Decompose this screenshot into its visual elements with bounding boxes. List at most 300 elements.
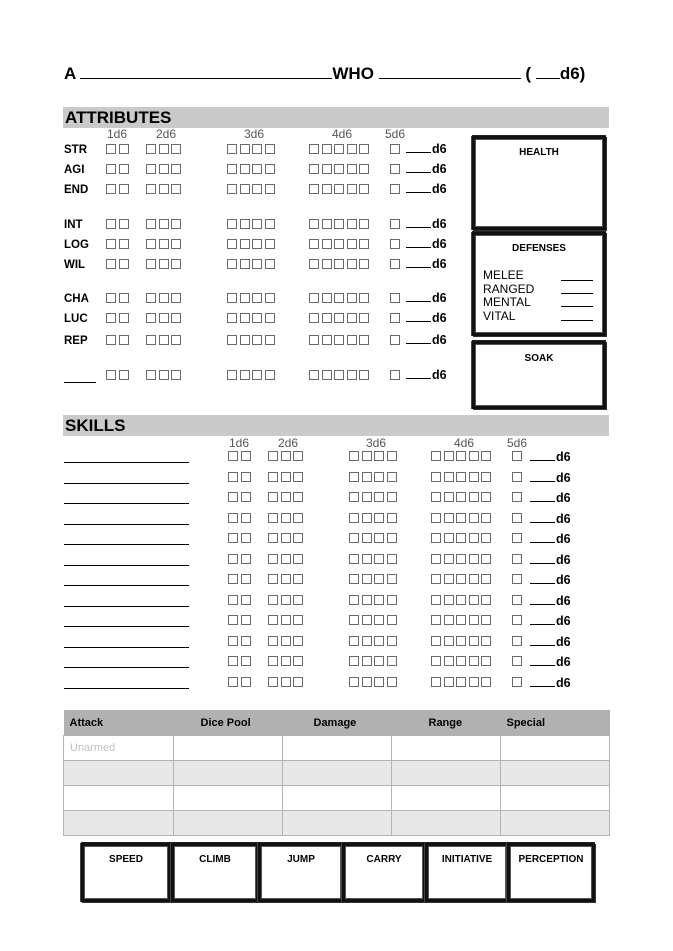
dice-checkbox[interactable] [241,636,251,646]
dice-checkbox[interactable] [390,313,400,323]
dice-checkbox[interactable] [309,335,319,345]
dice-checkbox[interactable] [227,259,237,269]
dice-checkbox[interactable] [469,513,479,523]
dice-checkbox[interactable] [146,239,156,249]
dice-checkbox[interactable] [334,335,344,345]
dice-checkbox[interactable] [431,574,441,584]
die-blank[interactable] [530,635,555,646]
dice-checkbox[interactable] [322,164,332,174]
defense-ranged-field[interactable] [561,293,593,294]
attribute-die-value[interactable] [406,142,447,156]
dice-checkbox[interactable] [362,492,372,502]
dice-checkbox[interactable] [252,313,262,323]
dice-checkbox[interactable] [228,472,238,482]
attack-cell[interactable] [174,811,283,836]
dice-checkbox[interactable] [146,219,156,229]
skill-name-field[interactable] [64,482,189,484]
dice-checkbox[interactable] [334,259,344,269]
dice-checkbox[interactable] [481,554,491,564]
dice-checkbox[interactable] [252,370,262,380]
die-blank[interactable] [406,237,431,248]
dice-checkbox[interactable] [387,451,397,461]
die-blank[interactable] [530,594,555,605]
skill-name-field[interactable] [64,584,189,586]
attack-cell[interactable] [392,761,501,786]
dice-checkbox[interactable] [512,513,522,523]
dice-checkbox[interactable] [374,554,384,564]
who-field[interactable] [379,64,521,79]
attack-cell[interactable] [501,811,610,836]
die-blank[interactable] [530,491,555,502]
dice-checkbox[interactable] [268,615,278,625]
dice-checkbox[interactable] [481,533,491,543]
dice-checkbox[interactable] [374,636,384,646]
dice-checkbox[interactable] [456,554,466,564]
dice-checkbox[interactable] [456,533,466,543]
dice-checkbox[interactable] [334,144,344,154]
die-blank[interactable] [406,162,431,173]
skill-name-field[interactable] [64,502,189,504]
dice-checkbox[interactable] [469,677,479,687]
dice-checkbox[interactable] [309,164,319,174]
dice-checkbox[interactable] [349,615,359,625]
dice-checkbox[interactable] [119,219,129,229]
dice-checkbox[interactable] [322,293,332,303]
dice-checkbox[interactable] [281,574,291,584]
dice-checkbox[interactable] [431,513,441,523]
attribute-die-value[interactable] [406,182,447,196]
dice-checkbox[interactable] [469,595,479,605]
dice-checkbox[interactable] [362,513,372,523]
dice-checkbox[interactable] [268,554,278,564]
dice-checkbox[interactable] [374,513,384,523]
dice-checkbox[interactable] [481,595,491,605]
dice-checkbox[interactable] [293,554,303,564]
die-blank[interactable] [530,450,555,461]
dice-checkbox[interactable] [240,259,250,269]
dice-checkbox[interactable] [347,144,357,154]
dice-checkbox[interactable] [309,219,319,229]
dice-checkbox[interactable] [309,293,319,303]
dice-checkbox[interactable] [362,615,372,625]
dice-checkbox[interactable] [309,259,319,269]
dice-checkbox[interactable] [456,656,466,666]
attack-cell[interactable] [283,811,392,836]
skill-die-value[interactable] [530,573,571,587]
dice-checkbox[interactable] [106,335,116,345]
dice-checkbox[interactable] [512,656,522,666]
dice-checkbox[interactable] [268,636,278,646]
dice-checkbox[interactable] [268,677,278,687]
dice-checkbox[interactable] [374,595,384,605]
dice-checkbox[interactable] [362,595,372,605]
dice-checkbox[interactable] [390,293,400,303]
dice-checkbox[interactable] [252,144,262,154]
dice-checkbox[interactable] [362,656,372,666]
dice-checkbox[interactable] [322,219,332,229]
attack-cell[interactable] [283,736,392,761]
dice-checkbox[interactable] [119,370,129,380]
dice-checkbox[interactable] [268,574,278,584]
dice-checkbox[interactable] [159,335,169,345]
skill-die-value[interactable] [530,635,571,649]
dice-checkbox[interactable] [293,533,303,543]
dice-checkbox[interactable] [387,677,397,687]
dice-checkbox[interactable] [309,184,319,194]
dice-checkbox[interactable] [227,239,237,249]
dice-checkbox[interactable] [347,370,357,380]
dice-checkbox[interactable] [106,239,116,249]
skill-name-field[interactable] [64,461,189,463]
dice-checkbox[interactable] [469,615,479,625]
die-blank[interactable] [406,311,431,322]
skill-name-field[interactable] [64,666,189,668]
dice-checkbox[interactable] [241,615,251,625]
die-blank[interactable] [530,614,555,625]
dice-checkbox[interactable] [106,293,116,303]
dice-checkbox[interactable] [171,164,181,174]
skill-name-field[interactable] [64,625,189,627]
dice-checkbox[interactable] [171,219,181,229]
dice-checkbox[interactable] [349,513,359,523]
attribute-die-value[interactable] [406,237,447,251]
dice-checkbox[interactable] [240,239,250,249]
die-blank[interactable] [406,333,431,344]
dice-checkbox[interactable] [512,492,522,502]
skill-die-value[interactable] [530,594,571,608]
dice-checkbox[interactable] [119,293,129,303]
dice-checkbox[interactable] [228,492,238,502]
dice-checkbox[interactable] [334,184,344,194]
dice-checkbox[interactable] [444,492,454,502]
dice-checkbox[interactable] [241,677,251,687]
attack-cell[interactable] [64,786,174,811]
dice-checkbox[interactable] [268,451,278,461]
dice-checkbox[interactable] [119,259,129,269]
skill-die-value[interactable] [530,512,571,526]
die-field[interactable] [536,64,560,79]
attack-cell[interactable] [501,736,610,761]
dice-checkbox[interactable] [240,219,250,229]
skill-name-field[interactable] [64,646,189,648]
dice-checkbox[interactable] [444,677,454,687]
dice-checkbox[interactable] [228,574,238,584]
dice-checkbox[interactable] [268,656,278,666]
dice-checkbox[interactable] [374,656,384,666]
attribute-die-value[interactable] [406,333,447,347]
dice-checkbox[interactable] [171,144,181,154]
skill-die-value[interactable] [530,532,571,546]
dice-checkbox[interactable] [159,259,169,269]
dice-checkbox[interactable] [481,472,491,482]
dice-checkbox[interactable] [362,451,372,461]
dice-checkbox[interactable] [347,184,357,194]
dice-checkbox[interactable] [159,164,169,174]
dice-checkbox[interactable] [146,144,156,154]
dice-checkbox[interactable] [456,615,466,625]
dice-checkbox[interactable] [362,636,372,646]
die-blank[interactable] [530,676,555,687]
dice-checkbox[interactable] [390,370,400,380]
dice-checkbox[interactable] [456,574,466,584]
dice-checkbox[interactable] [359,239,369,249]
dice-checkbox[interactable] [252,335,262,345]
dice-checkbox[interactable] [252,164,262,174]
dice-checkbox[interactable] [469,636,479,646]
attack-cell[interactable] [174,786,283,811]
dice-checkbox[interactable] [334,313,344,323]
die-blank[interactable] [530,553,555,564]
dice-checkbox[interactable] [481,677,491,687]
dice-checkbox[interactable] [281,513,291,523]
stat-box-jump[interactable] [258,843,344,902]
dice-checkbox[interactable] [431,595,441,605]
dice-checkbox[interactable] [444,595,454,605]
dice-checkbox[interactable] [390,239,400,249]
dice-checkbox[interactable] [387,656,397,666]
dice-checkbox[interactable] [334,219,344,229]
dice-checkbox[interactable] [159,370,169,380]
dice-checkbox[interactable] [241,492,251,502]
dice-checkbox[interactable] [359,259,369,269]
dice-checkbox[interactable] [512,677,522,687]
dice-checkbox[interactable] [362,574,372,584]
dice-checkbox[interactable] [171,370,181,380]
die-blank[interactable] [530,573,555,584]
die-blank[interactable] [530,532,555,543]
dice-checkbox[interactable] [322,184,332,194]
dice-checkbox[interactable] [309,313,319,323]
dice-checkbox[interactable] [281,492,291,502]
die-blank[interactable] [530,512,555,523]
dice-checkbox[interactable] [281,656,291,666]
dice-checkbox[interactable] [227,370,237,380]
dice-checkbox[interactable] [228,615,238,625]
dice-checkbox[interactable] [240,335,250,345]
dice-checkbox[interactable] [347,293,357,303]
dice-checkbox[interactable] [119,313,129,323]
dice-checkbox[interactable] [481,636,491,646]
dice-checkbox[interactable] [390,184,400,194]
dice-checkbox[interactable] [171,335,181,345]
dice-checkbox[interactable] [171,259,181,269]
dice-checkbox[interactable] [374,677,384,687]
stat-box-climb[interactable] [171,843,259,902]
attack-cell[interactable] [392,786,501,811]
dice-checkbox[interactable] [293,677,303,687]
dice-checkbox[interactable] [322,335,332,345]
dice-checkbox[interactable] [241,451,251,461]
dice-checkbox[interactable] [431,656,441,666]
dice-checkbox[interactable] [265,239,275,249]
skill-name-field[interactable] [64,543,189,545]
defense-melee-field[interactable] [561,280,593,281]
dice-checkbox[interactable] [241,513,251,523]
dice-checkbox[interactable] [106,184,116,194]
skill-die-value[interactable] [530,491,571,505]
dice-checkbox[interactable] [456,636,466,646]
dice-checkbox[interactable] [349,533,359,543]
dice-checkbox[interactable] [390,219,400,229]
dice-checkbox[interactable] [293,451,303,461]
dice-checkbox[interactable] [159,293,169,303]
dice-checkbox[interactable] [268,513,278,523]
dice-checkbox[interactable] [265,144,275,154]
dice-checkbox[interactable] [349,656,359,666]
dice-checkbox[interactable] [469,656,479,666]
dice-checkbox[interactable] [309,370,319,380]
dice-checkbox[interactable] [146,313,156,323]
dice-checkbox[interactable] [374,615,384,625]
dice-checkbox[interactable] [387,636,397,646]
dice-checkbox[interactable] [431,472,441,482]
defense-vital-field[interactable] [561,320,593,321]
dice-checkbox[interactable] [240,293,250,303]
dice-checkbox[interactable] [252,239,262,249]
dice-checkbox[interactable] [362,533,372,543]
dice-checkbox[interactable] [444,533,454,543]
dice-checkbox[interactable] [469,574,479,584]
dice-checkbox[interactable] [359,370,369,380]
dice-checkbox[interactable] [252,219,262,229]
dice-checkbox[interactable] [374,574,384,584]
dice-checkbox[interactable] [159,239,169,249]
dice-checkbox[interactable] [349,492,359,502]
name-field[interactable] [80,64,332,79]
dice-checkbox[interactable] [349,677,359,687]
dice-checkbox[interactable] [349,554,359,564]
dice-checkbox[interactable] [349,472,359,482]
dice-checkbox[interactable] [387,554,397,564]
attack-cell[interactable] [392,811,501,836]
dice-checkbox[interactable] [293,513,303,523]
dice-checkbox[interactable] [387,615,397,625]
attack-cell[interactable] [501,786,610,811]
dice-checkbox[interactable] [444,615,454,625]
dice-checkbox[interactable] [228,595,238,605]
dice-checkbox[interactable] [240,184,250,194]
stat-box-perception[interactable] [507,843,595,902]
dice-checkbox[interactable] [171,313,181,323]
dice-checkbox[interactable] [359,164,369,174]
dice-checkbox[interactable] [146,335,156,345]
stat-box-speed[interactable] [81,843,171,902]
die-blank[interactable] [406,257,431,268]
dice-checkbox[interactable] [431,533,441,543]
dice-checkbox[interactable] [456,677,466,687]
dice-checkbox[interactable] [359,293,369,303]
die-blank[interactable] [406,217,431,228]
dice-checkbox[interactable] [374,472,384,482]
dice-checkbox[interactable] [512,615,522,625]
attack-cell[interactable] [392,736,501,761]
dice-checkbox[interactable] [265,370,275,380]
dice-checkbox[interactable] [362,677,372,687]
attribute-die-value[interactable] [406,257,447,271]
dice-checkbox[interactable] [146,164,156,174]
dice-checkbox[interactable] [293,492,303,502]
dice-checkbox[interactable] [387,492,397,502]
skill-name-field[interactable] [64,687,189,689]
dice-checkbox[interactable] [106,164,116,174]
dice-checkbox[interactable] [268,533,278,543]
attack-cell[interactable] [174,761,283,786]
dice-checkbox[interactable] [359,144,369,154]
die-blank[interactable] [406,142,431,153]
dice-checkbox[interactable] [512,554,522,564]
die-blank[interactable] [406,182,431,193]
dice-checkbox[interactable] [146,259,156,269]
skill-die-value[interactable] [530,450,571,464]
dice-checkbox[interactable] [387,574,397,584]
dice-checkbox[interactable] [106,313,116,323]
stat-box-initiative[interactable] [425,843,509,902]
dice-checkbox[interactable] [512,472,522,482]
dice-checkbox[interactable] [456,595,466,605]
dice-checkbox[interactable] [265,219,275,229]
dice-checkbox[interactable] [227,335,237,345]
die-blank[interactable] [406,291,431,302]
attack-cell[interactable] [64,811,174,836]
dice-checkbox[interactable] [265,293,275,303]
dice-checkbox[interactable] [481,513,491,523]
dice-checkbox[interactable] [469,472,479,482]
dice-checkbox[interactable] [240,313,250,323]
dice-checkbox[interactable] [171,239,181,249]
dice-checkbox[interactable] [334,164,344,174]
dice-checkbox[interactable] [456,451,466,461]
dice-checkbox[interactable] [106,144,116,154]
dice-checkbox[interactable] [281,677,291,687]
dice-checkbox[interactable] [265,259,275,269]
dice-checkbox[interactable] [265,313,275,323]
dice-checkbox[interactable] [481,492,491,502]
dice-checkbox[interactable] [512,636,522,646]
dice-checkbox[interactable] [431,554,441,564]
dice-checkbox[interactable] [281,554,291,564]
dice-checkbox[interactable] [349,574,359,584]
dice-checkbox[interactable] [444,574,454,584]
skill-die-value[interactable] [530,676,571,690]
dice-checkbox[interactable] [119,239,129,249]
dice-checkbox[interactable] [334,239,344,249]
dice-checkbox[interactable] [322,144,332,154]
dice-checkbox[interactable] [293,656,303,666]
skill-die-value[interactable] [530,471,571,485]
dice-checkbox[interactable] [444,513,454,523]
die-blank[interactable] [530,655,555,666]
dice-checkbox[interactable] [119,335,129,345]
dice-checkbox[interactable] [322,313,332,323]
dice-checkbox[interactable] [240,164,250,174]
dice-checkbox[interactable] [374,533,384,543]
attribute-die-value[interactable] [406,368,447,382]
skill-die-value[interactable] [530,655,571,669]
dice-checkbox[interactable] [481,615,491,625]
dice-checkbox[interactable] [512,533,522,543]
dice-checkbox[interactable] [359,184,369,194]
dice-checkbox[interactable] [469,492,479,502]
dice-checkbox[interactable] [444,554,454,564]
attack-cell[interactable] [283,786,392,811]
dice-checkbox[interactable] [227,219,237,229]
dice-checkbox[interactable] [512,574,522,584]
dice-checkbox[interactable] [241,533,251,543]
dice-checkbox[interactable] [349,636,359,646]
dice-checkbox[interactable] [456,472,466,482]
dice-checkbox[interactable] [241,595,251,605]
attack-cell[interactable] [501,761,610,786]
